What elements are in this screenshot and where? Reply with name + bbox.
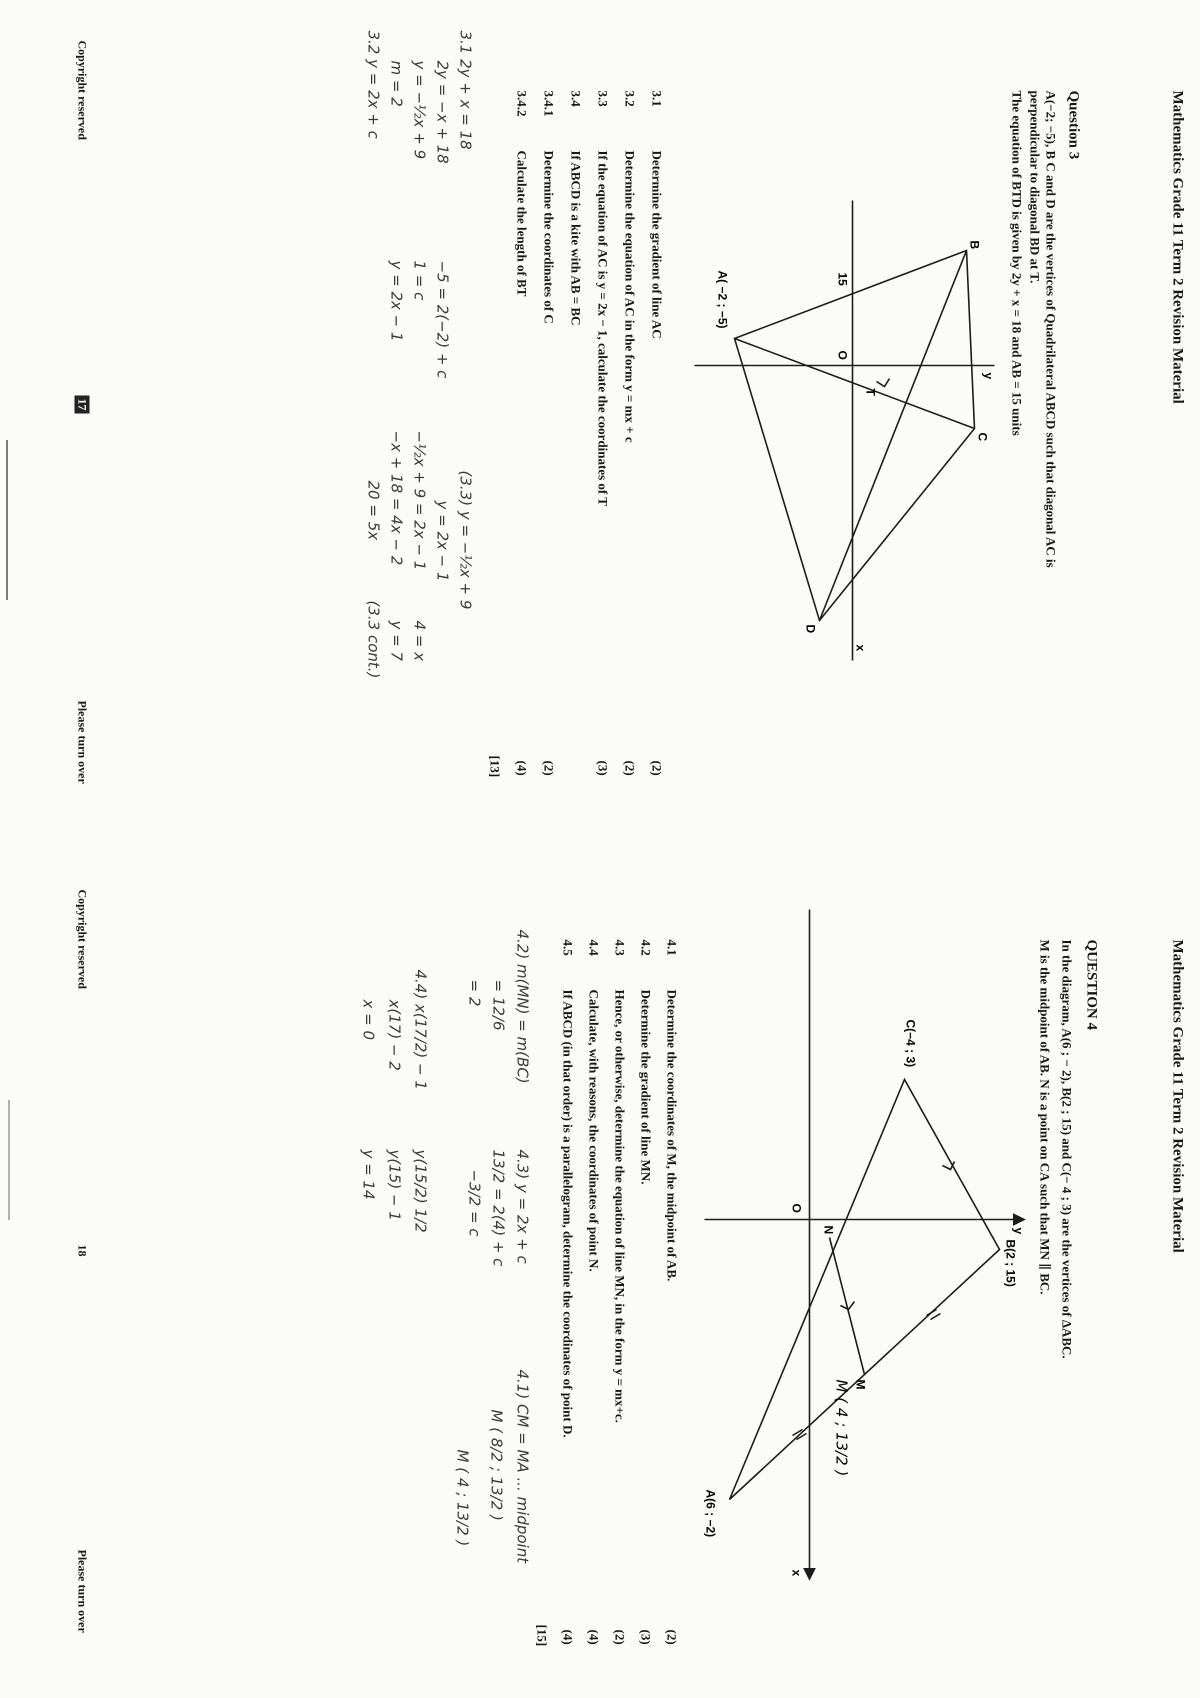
question-title: QUESTION 4 [1083, 939, 1100, 1030]
item-text: If the equation of AC is y = 2x − 1, calculate the coordinates of T [595, 150, 611, 506]
item-marks: (2) [622, 760, 638, 776]
label-x: x [853, 644, 868, 652]
page-header: Mathematics Grade 11 Term 2 Revision Material [1169, 90, 1186, 404]
item-marks: (3) [638, 1629, 654, 1645]
label-side-15: 15 [835, 272, 850, 286]
scan-edge-line [8, 1100, 10, 1220]
label-o: O [835, 350, 850, 360]
handwritten-line: y = 7 [387, 620, 406, 662]
handwritten-line: −½x + 9 = 2x − 1 [410, 430, 429, 571]
handwritten-line: 3.1 2y + x = 18 [456, 30, 475, 150]
item-text: Hence, or otherwise, determine the equation of line MN, in the form y = mx+c. [612, 989, 628, 1423]
item-num: 3.4 [568, 90, 584, 107]
item-text: Determine the equation of AC in the form y = mx + c [622, 150, 638, 443]
item-marks: (4) [586, 1629, 602, 1645]
handwritten-line: x(17) − 2 [385, 999, 404, 1071]
item-marks: (4) [514, 760, 530, 776]
handwritten-line: y = 14 [359, 1149, 378, 1200]
handwritten-line: x = 0 [359, 999, 378, 1041]
page-number: 17 [75, 396, 90, 414]
page-18 [0, 849, 1200, 1698]
item-text: If ABCD is a kite with AB = BC [568, 150, 584, 326]
page-18-content [0, 850, 1200, 1698]
item-num: 4.3 [612, 939, 628, 956]
label-d: D [803, 624, 818, 634]
handwritten-line: 2y = −x + 18 [433, 60, 452, 164]
item-num: 4.2 [638, 939, 654, 956]
handwritten-m-coords: M ( 4 ; 13/2 ) [832, 1379, 851, 1477]
question-intro-line-2: perpendicular to diagonal BD at T. [1027, 90, 1043, 284]
label-b: B [967, 240, 982, 250]
question-intro-line-1: In the diagram, A(6 ; − 2), B(2 ; 15) and C(− 4 ; 3) are the vertices of ΔABC. [1059, 939, 1075, 1359]
handwritten-line: y = −½x + 9 [410, 60, 429, 160]
question-total: [15] [534, 1624, 550, 1647]
item-text: If ABCD (in that order) is a parallelogram, determine the coordinates of point D. [560, 989, 576, 1438]
handwritten-line: m = 2 [387, 60, 406, 107]
diagonal-ac [735, 339, 975, 429]
handwritten-line: y = 2x − 1 [433, 500, 452, 582]
triangle-diagram [695, 910, 1025, 1590]
handwritten-line: (3.3) y = −½x + 9 [456, 470, 475, 610]
footer-turn-over: Please turn over [75, 1549, 90, 1633]
question-title: Question 3 [1065, 90, 1082, 160]
footer-copyright: Copyright reserved [75, 40, 90, 140]
item-text: Determine the coordinates of C [541, 150, 557, 324]
item-text: Calculate the length of BT [514, 150, 530, 297]
item-num: 3.1 [649, 90, 665, 107]
handwritten-line: 4.3) y = 2x + c [513, 1149, 532, 1264]
question-intro-line-3: The equation of BTD is given by 2y + x = 18 and AB = 15 units [1009, 90, 1025, 436]
page-number: 18 [75, 1244, 90, 1257]
item-marks: (3) [595, 760, 611, 776]
label-y: y [1011, 1227, 1026, 1235]
kite-diagram [685, 201, 995, 661]
item-num: 3.3 [595, 90, 611, 107]
handwritten-line: = 2 [465, 979, 484, 1007]
label-c: C(−4 ; 3) [903, 1019, 918, 1068]
right-angle-mark [877, 379, 890, 387]
question-total: [13] [487, 755, 503, 778]
scan-edge-line [6, 440, 8, 600]
item-marks: (2) [649, 760, 665, 776]
item-num: 3.2 [622, 90, 638, 107]
item-text: Determine the coordinates of M, the midpoint of AB. [664, 989, 680, 1282]
handwritten-line: 1 = c [410, 260, 429, 301]
handwritten-line: y(15) − 1 [385, 1149, 404, 1221]
label-y: y [981, 372, 996, 380]
question-intro-line-2: M is the midpoint of AB. N is a point on CA such that MN ∥ BC. [1037, 939, 1053, 1295]
item-marks: (2) [541, 760, 557, 776]
triangle-abc [730, 1080, 1000, 1500]
page-17-content [0, 1, 1200, 850]
handwritten-line: 4.1) CM = MA ... midpoint [513, 1369, 532, 1564]
quadrilateral-abcd [735, 251, 975, 621]
handwritten-line: 13/2 = 2(4) + c [489, 1149, 508, 1267]
handwritten-line: y = 2x − 1 [387, 260, 406, 342]
item-num: 3.4.2 [514, 90, 530, 117]
label-x: x [789, 1569, 804, 1577]
handwritten-line: M ( 4 ; 13/2 ) [453, 1449, 472, 1547]
handwritten-line: 20 = 5x [364, 480, 383, 541]
item-num: 4.1 [664, 939, 680, 956]
handwritten-line: 4.4) x(17/2) − 1 [411, 969, 430, 1090]
footer-turn-over: Please turn over [75, 700, 90, 784]
handwritten-line: −5 = 2(−2) + c [433, 260, 452, 379]
handwritten-line: 4 = x [410, 620, 429, 662]
item-marks: (2) [664, 1629, 680, 1645]
handwritten-line: = 12/6 [489, 979, 508, 1031]
line-mn [830, 1238, 865, 1375]
label-m: M [853, 1379, 868, 1390]
label-t: T [863, 388, 878, 396]
label-a: A( −2 ; −5) [715, 270, 730, 329]
handwritten-line: −3/2 = c [465, 1169, 484, 1237]
item-num: 4.4 [586, 939, 602, 956]
item-num: 4.5 [560, 939, 576, 956]
page-header: Mathematics Grade 11 Term 2 Revision Material [1169, 939, 1186, 1253]
handwritten-line: 3.2 y = 2x + c [364, 30, 383, 139]
label-c: C [975, 432, 990, 442]
diagonal-bd [820, 251, 967, 621]
item-text: Determine the gradient of line MN. [638, 989, 654, 1185]
label-o: O [789, 1203, 804, 1213]
item-marks: (2) [612, 1629, 628, 1645]
item-num: 3.4.1 [541, 90, 557, 117]
question-intro-line-1: A(−2; −5), B C and D are the vertices of Quadrilateral ABCD such that diagonal AC is [1043, 90, 1059, 568]
item-text: Calculate, with reasons, the coordinates of point N. [586, 989, 602, 1272]
label-n: N [821, 1225, 836, 1235]
handwritten-line: y(15/2) 1/2 [411, 1149, 430, 1233]
handwritten-line: −x + 18 = 4x − 2 [387, 430, 406, 566]
label-b: B(2 ; 15) [1003, 1239, 1018, 1287]
footer-copyright: Copyright reserved [75, 889, 90, 989]
handwritten-line: 4.2) m(MN) = m(BC) [513, 929, 532, 1084]
handwritten-line: (3.3 cont.) [364, 600, 383, 679]
item-marks: (4) [560, 1629, 576, 1645]
label-a: A(6 ; −2) [703, 1489, 718, 1538]
handwritten-line: M ( 8/2 ; 13/2 ) [487, 1409, 506, 1521]
item-text: Determine the gradient of line AC [649, 150, 665, 339]
